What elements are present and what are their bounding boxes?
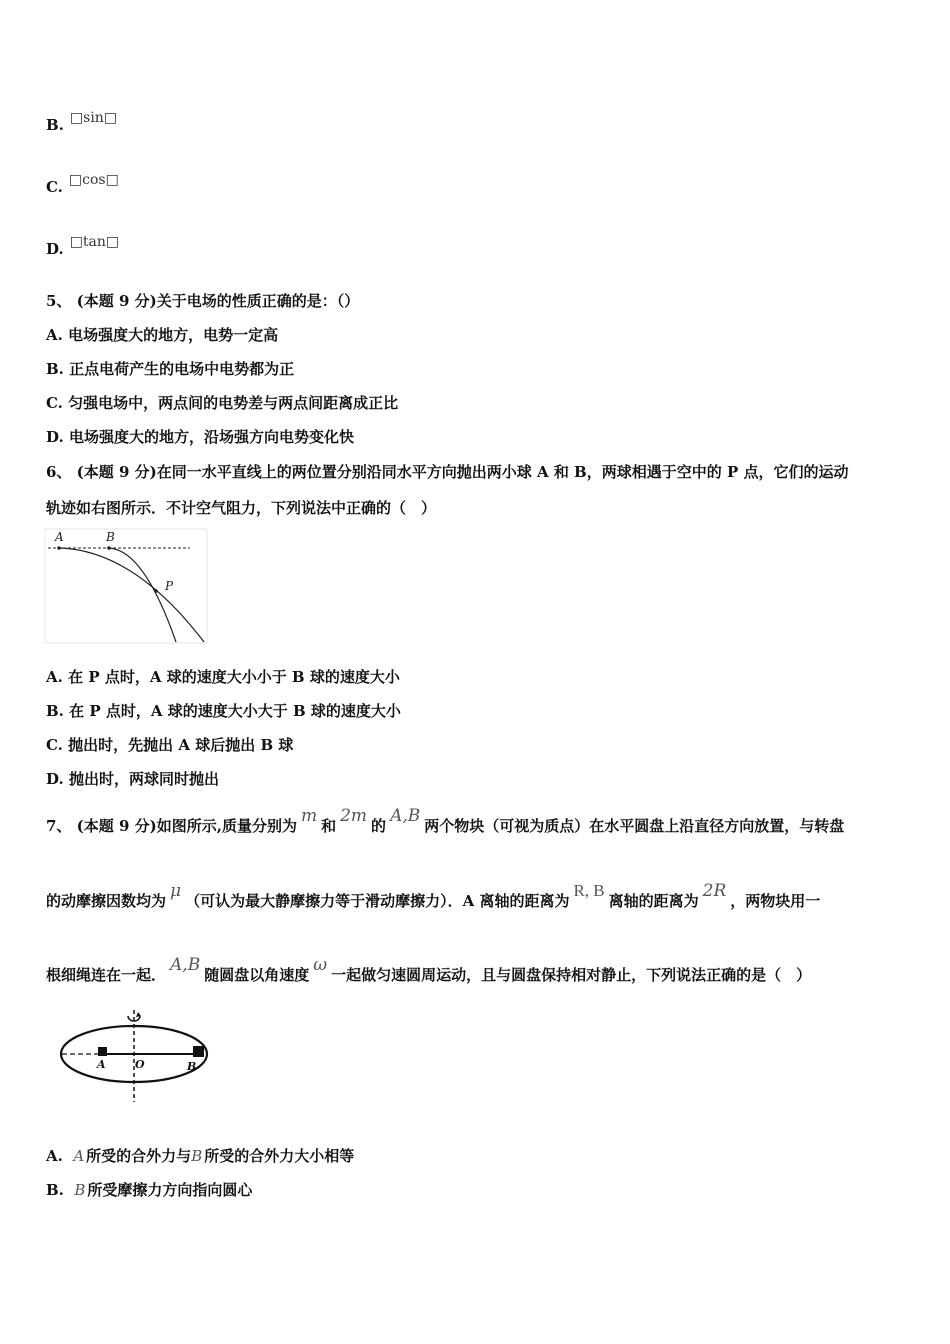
label-b: B xyxy=(187,1060,197,1073)
math-ab: A,B xyxy=(390,806,421,826)
q6-trajectory-figure xyxy=(44,528,208,644)
point-a xyxy=(57,546,61,550)
q5-option-b: B. 正点电荷产生的电场中电势都为正 xyxy=(46,360,295,378)
label-a: A xyxy=(97,1058,106,1071)
q6-option-c: C. 抛出时，先抛出 A 球后抛出 B 球 xyxy=(46,736,294,754)
q5-stem: 5、 (本题 9 分)关于电场的性质正确的是：（） xyxy=(46,292,360,310)
prev-option-d: D. □tan□ xyxy=(46,234,120,258)
q7-disk-figure xyxy=(54,1006,218,1106)
block-b xyxy=(193,1046,204,1057)
math-mu: μ xyxy=(170,881,182,901)
math-omega: ω xyxy=(313,955,328,975)
broken-image-sin: □sin□ xyxy=(69,110,118,126)
q6-stem-line1: 6、 (本题 9 分)在同一水平直线上的两位置分别沿同水平方向抛出两小球 A 和 B，两球相遇于空中的 P 点，它们的运动 xyxy=(46,463,849,481)
q6-option-a: A. 在 P 点时，A 球的速度大小小于 B 球的速度大小 xyxy=(46,668,400,686)
point-b xyxy=(107,546,111,550)
block-a xyxy=(98,1047,107,1056)
q6-option-d: D. 抛出时，两球同时抛出 xyxy=(46,770,219,788)
math-ab-2: A,B xyxy=(170,955,201,975)
label-p: P xyxy=(165,579,174,593)
q5-option-a: A. 电场强度大的地方，电势一定高 xyxy=(46,326,279,344)
label-o: O xyxy=(135,1058,145,1071)
prev-option-b: B. □sin□ xyxy=(46,110,118,134)
math-2r: 2R xyxy=(702,881,727,901)
math-r-b: R, B xyxy=(573,881,605,900)
figure-frame xyxy=(45,529,207,643)
q6-stem-line2: 轨迹如右图所示．不计空气阻力，下列说法中正确的（ ） xyxy=(46,499,437,517)
q6-option-b: B. 在 P 点时，A 球的速度大小大于 B 球的速度大小 xyxy=(46,702,401,720)
math-m: m xyxy=(300,806,318,826)
label-a: A xyxy=(55,530,64,544)
prev-option-c: C. □cos□ xyxy=(46,172,119,196)
broken-image-cos: □cos□ xyxy=(68,172,119,188)
q7-option-b: B. B 所受摩擦力方向指向圆心 xyxy=(46,1181,253,1199)
q5-option-d: D. 电场强度大的地方，沿场强方向电势变化快 xyxy=(46,428,354,446)
broken-image-tan: □tan□ xyxy=(69,234,120,250)
label-b: B xyxy=(106,530,115,544)
q7-stem-line1: 7、 (本题 9 分)如图所示,质量分别为 m 和 2m 的 A,B 两个物块（可视为质点）在水平圆盘上沿直径方向放置，与转盘 xyxy=(46,806,845,835)
q5-option-c: C. 匀强电场中，两点间的电势差与两点间距离成正比 xyxy=(46,394,399,412)
q7-stem-line3: 根细绳连在一起． A,B 随圆盘以角速度 ω 一起做匀速圆周运动，且与圆盘保持相对静止，下列说法正确的是（ ） xyxy=(46,955,812,984)
q7-option-a: A. A 所受的合外力与B 所受的合外力大小相等 xyxy=(46,1147,355,1165)
math-2m: 2m xyxy=(340,806,368,826)
point-p xyxy=(154,589,158,593)
q7-stem-line2: 的动摩擦因数均为 μ （可认为最大静摩擦力等于滑动摩擦力）．A 离轴的距离为R, B离轴的距离为 2R ，两物块用一 xyxy=(46,881,821,910)
